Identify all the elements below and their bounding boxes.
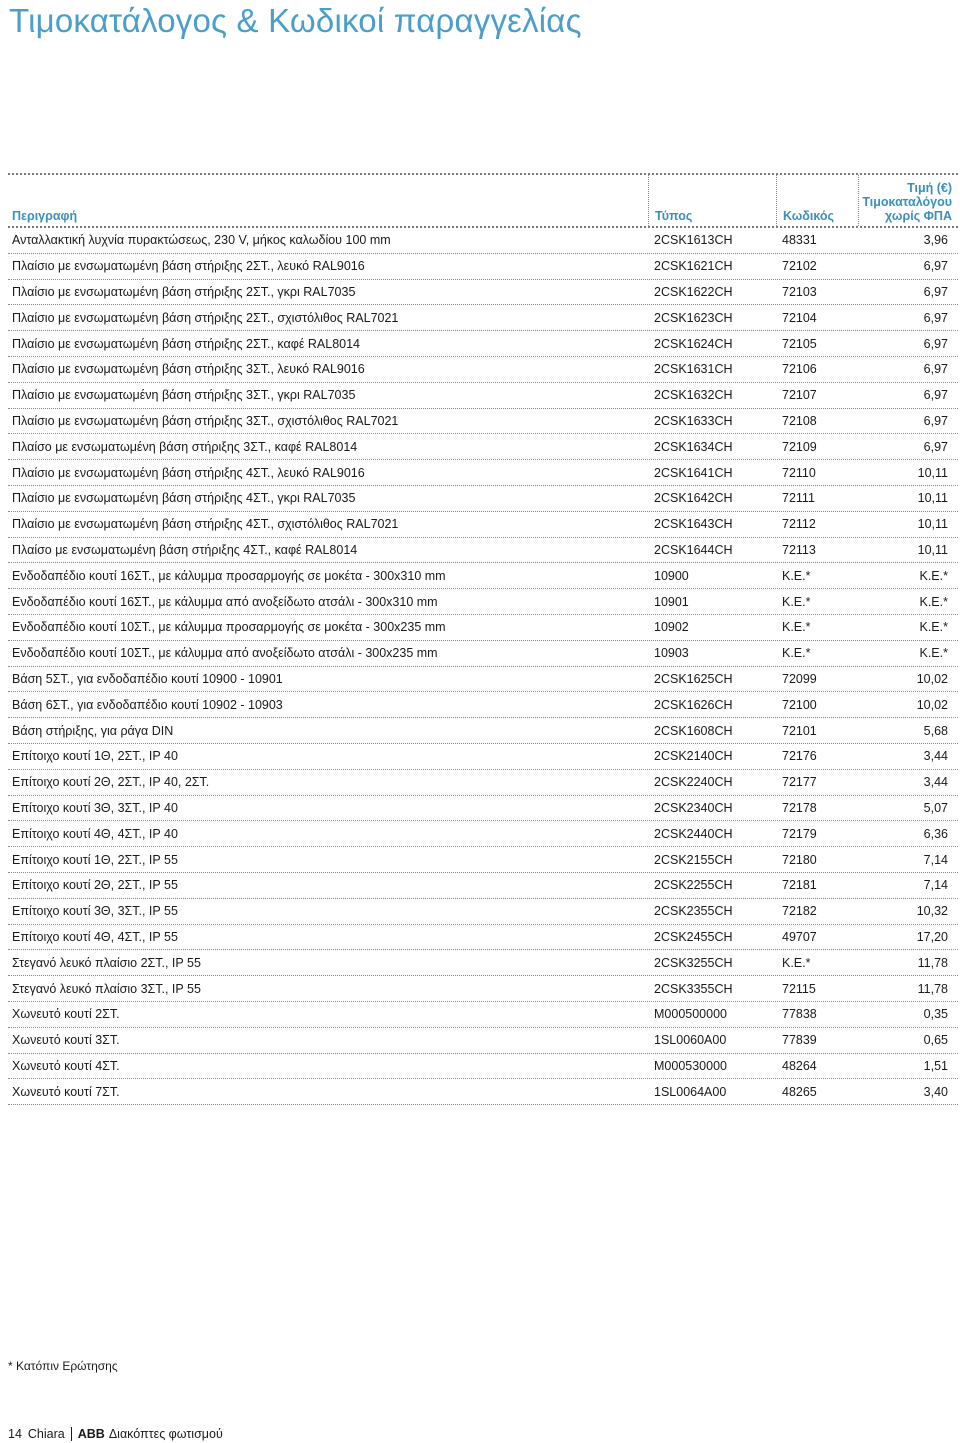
- brand-name: ABB: [77, 1427, 105, 1441]
- cell-price: 3,96: [923, 233, 948, 248]
- cell-description: Πλαίσιο με ενσωματωμένη βάση στήριξης 2ΣΤ., λευκό RAL9016: [12, 259, 365, 274]
- table-row: [8, 1028, 958, 1054]
- cell-description: Επίτοιχο κουτί 1Θ, 2ΣΤ., IP 55: [12, 852, 178, 867]
- cell-code: 72100: [782, 697, 817, 712]
- cell-price: 11,78: [917, 955, 948, 970]
- cell-type: 2CSK1613CH: [654, 233, 733, 248]
- cell-code: 72108: [782, 413, 817, 428]
- table-row: [8, 899, 958, 925]
- cell-code: 72103: [782, 284, 817, 299]
- cell-price: 5,07: [923, 800, 948, 815]
- table-row: [8, 1054, 958, 1080]
- cell-code: 72109: [782, 439, 817, 454]
- table-row: [8, 538, 958, 564]
- cell-price: 3,40: [923, 1084, 948, 1099]
- cell-code: 72178: [782, 800, 817, 815]
- table-row: [8, 460, 958, 486]
- cell-type: 2CSK1622CH: [654, 284, 733, 299]
- cell-code: 77839: [782, 1033, 817, 1048]
- cell-description: Επίτοιχο κουτί 3Θ, 3ΣΤ., IP 55: [12, 904, 178, 919]
- cell-type: M000500000: [654, 1007, 727, 1022]
- cell-price: 10,02: [916, 697, 948, 712]
- cell-price: 10,11: [917, 465, 948, 480]
- cell-description: Στεγανό λευκό πλαίσιο 3ΣΤ., IP 55: [12, 981, 201, 996]
- cell-code: 72106: [782, 362, 817, 377]
- cell-type: 2CSK1642CH: [654, 491, 733, 506]
- cell-description: Ενδοδαπέδιο κουτί 16ΣΤ., με κάλυμμα προσαρμογής σε μοκέτα - 300x310 mm: [12, 568, 446, 583]
- cell-price: 11,78: [917, 981, 948, 996]
- cell-description: Χωνευτό κουτί 2ΣΤ.: [12, 1007, 120, 1022]
- table-row: [8, 770, 958, 796]
- cell-code: 72177: [782, 775, 817, 790]
- page-number: 14: [8, 1427, 22, 1441]
- price-table: [8, 173, 958, 1105]
- cell-price: 6,97: [923, 439, 948, 454]
- cell-code: 72179: [782, 826, 817, 841]
- table-row: [8, 1079, 958, 1105]
- cell-price: 6,97: [923, 284, 948, 299]
- cell-type: 2CSK2240CH: [654, 775, 733, 790]
- table-row: [8, 280, 958, 306]
- table-row: [8, 589, 958, 615]
- cell-description: Επίτοιχο κουτί 1Θ, 2ΣΤ., IP 40: [12, 749, 178, 764]
- table-row: [8, 512, 958, 538]
- cell-type: 2CSK2340CH: [654, 800, 733, 815]
- table-body: [8, 228, 958, 1105]
- table-row: [8, 228, 958, 254]
- cell-price: Κ.Ε.*: [919, 594, 948, 609]
- table-row: [8, 1002, 958, 1028]
- cell-code: 72115: [782, 981, 816, 996]
- header-price: [858, 175, 958, 226]
- cell-code: 72099: [782, 671, 817, 686]
- footnote: * Κατόπιν Ερώτησης: [8, 1359, 118, 1373]
- table-row: [8, 305, 958, 331]
- cell-description: Πλαίσο με ενσωματωμένη βάση στήριξης 4ΣΤ., καφέ RAL8014: [12, 542, 358, 557]
- cell-type: 2CSK2355CH: [654, 904, 733, 919]
- cell-price: 7,14: [923, 878, 948, 893]
- table-row: [8, 796, 958, 822]
- cell-price: 0,35: [923, 1007, 948, 1022]
- header-price-line1: Τιμή (€): [907, 181, 952, 195]
- cell-code: 72107: [782, 388, 817, 403]
- cell-code: Κ.Ε.*: [782, 568, 811, 583]
- cell-price: 10,11: [917, 491, 948, 506]
- cell-type: 10902: [654, 620, 689, 635]
- table-row: [8, 667, 958, 693]
- cell-code: 48265: [782, 1084, 817, 1099]
- cell-type: 2CSK2455CH: [654, 929, 733, 944]
- cell-description: Χωνευτό κουτί 3ΣΤ.: [12, 1033, 120, 1048]
- cell-price: 6,97: [923, 362, 948, 377]
- table-row: [8, 744, 958, 770]
- table-row: [8, 254, 958, 280]
- cell-description: Ανταλλακτική λυχνία πυρακτώσεως, 230 V, μήκος καλωδίου 100 mm: [12, 233, 391, 248]
- cell-description: Πλαίσιο με ενσωματωμένη βάση στήριξης 3ΣΤ., σχιστόλιθος RAL7021: [12, 413, 399, 428]
- header-price-line3: χωρίς ΦΠΑ: [885, 209, 952, 223]
- cell-description: Πλαίσιο με ενσωματωμένη βάση στήριξης 2ΣΤ., γκρι RAL7035: [12, 284, 356, 299]
- cell-code: 72104: [782, 310, 817, 325]
- cell-code: 72112: [782, 517, 816, 532]
- cell-price: Κ.Ε.*: [919, 620, 948, 635]
- page-footer: [8, 1427, 223, 1441]
- product-name: Διακόπτες φωτισμού: [108, 1427, 223, 1441]
- cell-type: 2CSK1623CH: [654, 310, 733, 325]
- header-code: Κωδικός: [776, 175, 858, 226]
- cell-description: Πλαίσιο με ενσωματωμένη βάση στήριξης 4ΣΤ., γκρι RAL7035: [12, 491, 356, 506]
- cell-code: 48264: [782, 1058, 817, 1073]
- cell-type: 10900: [654, 568, 689, 583]
- table-row: [8, 615, 958, 641]
- header-price-line2: Τιμοκαταλόγου: [862, 195, 952, 209]
- cell-code: 49707: [782, 929, 817, 944]
- table-row: [8, 486, 958, 512]
- cell-description: Πλαίσιο με ενσωματωμένη βάση στήριξης 2ΣΤ., καφέ RAL8014: [12, 336, 361, 351]
- cell-price: 0,65: [923, 1033, 948, 1048]
- cell-price: 6,36: [923, 826, 948, 841]
- cell-code: 72181: [782, 878, 817, 893]
- cell-description: Πλαίσιο με ενσωματωμένη βάση στήριξης 3ΣΤ., λευκό RAL9016: [12, 362, 365, 377]
- cell-type: 2CSK1644CH: [654, 542, 733, 557]
- cell-description: Βάση στήριξης, για ράγα DIN: [12, 723, 174, 738]
- cell-price: 17,20: [916, 929, 948, 944]
- cell-type: 2CSK1608CH: [654, 723, 733, 738]
- cell-price: 6,97: [923, 388, 948, 403]
- table-row: [8, 718, 958, 744]
- cell-price: Κ.Ε.*: [919, 646, 948, 661]
- cell-type: 2CSK1624CH: [654, 336, 733, 351]
- cell-price: 3,44: [923, 775, 948, 790]
- cell-price: 5,68: [923, 723, 948, 738]
- table-row: [8, 383, 958, 409]
- cell-price: 6,97: [923, 259, 948, 274]
- table-row: [8, 357, 958, 383]
- table-row: [8, 692, 958, 718]
- cell-description: Επίτοιχο κουτί 2Θ, 2ΣΤ., IP 55: [12, 878, 178, 893]
- cell-price: 10,11: [917, 517, 948, 532]
- cell-type: 2CSK2255CH: [654, 878, 733, 893]
- cell-type: 2CSK1621CH: [654, 259, 733, 274]
- footer-divider: [71, 1427, 72, 1441]
- cell-type: 2CSK2440CH: [654, 826, 733, 841]
- cell-type: 2CSK1632CH: [654, 388, 733, 403]
- cell-description: Πλαίσιο με ενσωματωμένη βάση στήριξης 2ΣΤ., σχιστόλιθος RAL7021: [12, 310, 399, 325]
- header-type: Τύπος: [648, 175, 776, 226]
- cell-price: 1,51: [923, 1058, 948, 1073]
- cell-description: Πλαίσιο με ενσωματωμένη βάση στήριξης 4ΣΤ., λευκό RAL9016: [12, 465, 365, 480]
- cell-description: Χωνευτό κουτί 7ΣΤ.: [12, 1084, 120, 1099]
- table-row: [8, 847, 958, 873]
- table-row: [8, 976, 958, 1002]
- cell-price: 6,97: [923, 413, 948, 428]
- cell-code: Κ.Ε.*: [782, 646, 811, 661]
- table-row: [8, 821, 958, 847]
- series-name: Chiara: [27, 1427, 65, 1441]
- cell-description: Ενδοδαπέδιο κουτί 10ΣΤ., με κάλυμμα προσαρμογής σε μοκέτα - 300x235 mm: [12, 620, 446, 635]
- table-row: [8, 925, 958, 951]
- cell-price: 10,32: [916, 904, 948, 919]
- table-row: [8, 331, 958, 357]
- cell-description: Επίτοιχο κουτί 4Θ, 4ΣΤ., IP 55: [12, 929, 178, 944]
- table-row: [8, 950, 958, 976]
- table-row: [8, 409, 958, 435]
- cell-type: 2CSK1631CH: [654, 362, 733, 377]
- cell-description: Ενδοδαπέδιο κουτί 10ΣΤ., με κάλυμμα από ανοξείδωτο ατσάλι - 300x235 mm: [12, 646, 438, 661]
- table-header: [8, 173, 958, 228]
- cell-code: 72102: [782, 259, 817, 274]
- cell-code: 72110: [782, 465, 816, 480]
- cell-type: 10901: [654, 594, 689, 609]
- cell-code: Κ.Ε.*: [782, 594, 811, 609]
- cell-price: 7,14: [923, 852, 948, 867]
- cell-price: 3,44: [923, 749, 948, 764]
- cell-code: Κ.Ε.*: [782, 620, 811, 635]
- cell-type: 2CSK3355CH: [654, 981, 733, 996]
- cell-type: 2CSK1641CH: [654, 465, 733, 480]
- cell-type: 2CSK2140CH: [654, 749, 733, 764]
- cell-price: 10,11: [917, 542, 948, 557]
- cell-type: 2CSK1626CH: [654, 697, 733, 712]
- cell-price: 10,02: [916, 671, 948, 686]
- cell-description: Πλαίσιο με ενσωματωμένη βάση στήριξης 4ΣΤ., σχιστόλιθος RAL7021: [12, 517, 399, 532]
- cell-description: Πλαίσο με ενσωματωμένη βάση στήριξης 3ΣΤ., καφέ RAL8014: [12, 439, 358, 454]
- cell-type: 1SL0064A00: [654, 1084, 727, 1099]
- cell-description: Χωνευτό κουτί 4ΣΤ.: [12, 1058, 120, 1073]
- cell-code: Κ.Ε.*: [782, 955, 811, 970]
- cell-code: 72182: [782, 904, 817, 919]
- cell-code: 72105: [782, 336, 817, 351]
- cell-type: 10903: [654, 646, 689, 661]
- cell-description: Βάση 6ΣΤ., για ενδοδαπέδιο κουτί 10902 - 10903: [12, 697, 283, 712]
- cell-code: 72111: [782, 491, 815, 506]
- cell-price: 6,97: [923, 310, 948, 325]
- cell-description: Επίτοιχο κουτί 4Θ, 4ΣΤ., IP 40: [12, 826, 178, 841]
- cell-description: Στεγανό λευκό πλαίσιο 2ΣΤ., IP 55: [12, 955, 201, 970]
- cell-description: Πλαίσιο με ενσωματωμένη βάση στήριξης 3ΣΤ., γκρι RAL7035: [12, 388, 356, 403]
- cell-code: 77838: [782, 1007, 817, 1022]
- cell-price: 6,97: [923, 336, 948, 351]
- cell-description: Ενδοδαπέδιο κουτί 16ΣΤ., με κάλυμμα από ανοξείδωτο ατσάλι - 300x310 mm: [12, 594, 438, 609]
- cell-price: Κ.Ε.*: [919, 568, 948, 583]
- cell-type: 2CSK3255CH: [654, 955, 733, 970]
- cell-code: 72180: [782, 852, 817, 867]
- cell-description: Επίτοιχο κουτί 2Θ, 2ΣΤ., IP 40, 2ΣΤ.: [12, 775, 210, 790]
- cell-code: 72101: [782, 723, 817, 738]
- cell-code: 72176: [782, 749, 817, 764]
- cell-type: 2CSK1625CH: [654, 671, 733, 686]
- cell-description: Βάση 5ΣΤ., για ενδοδαπέδιο κουτί 10900 - 10901: [12, 671, 283, 686]
- cell-code: 48331: [782, 233, 817, 248]
- page-title: Τιμοκατάλογος & Κωδικοί παραγγελίας: [9, 2, 582, 39]
- cell-type: 2CSK1634CH: [654, 439, 733, 454]
- table-row: [8, 434, 958, 460]
- table-row: [8, 641, 958, 667]
- cell-type: 1SL0060A00: [654, 1033, 727, 1048]
- table-row: [8, 563, 958, 589]
- header-description: Περιγραφή: [12, 209, 78, 223]
- cell-type: 2CSK2155CH: [654, 852, 733, 867]
- cell-type: 2CSK1633CH: [654, 413, 733, 428]
- cell-type: M000530000: [654, 1058, 727, 1073]
- cell-code: 72113: [782, 542, 816, 557]
- cell-description: Επίτοιχο κουτί 3Θ, 3ΣΤ., IP 40: [12, 800, 178, 815]
- cell-type: 2CSK1643CH: [654, 517, 733, 532]
- table-row: [8, 873, 958, 899]
